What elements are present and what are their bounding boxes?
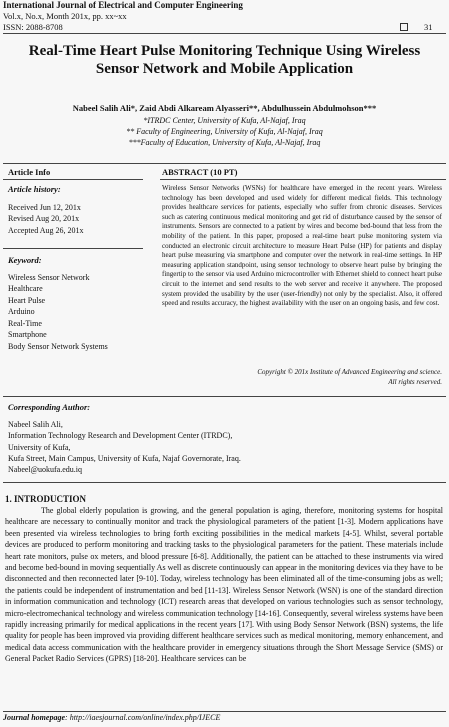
introduction-text xyxy=(5,505,443,665)
section-rule xyxy=(3,482,446,483)
history-accepted: Accepted Aug 26, 201x xyxy=(8,226,84,235)
box-top-rule xyxy=(3,163,446,164)
keyword-item: Smartphone xyxy=(8,330,47,339)
journal-name: International Journal of Electrical and Computer Engineering xyxy=(3,0,243,10)
abstract-subrule xyxy=(160,179,446,180)
corresponding-institute: Information Technology Research and Development Center (ITRDC), xyxy=(8,431,233,441)
copyright-line-1: Copyright © 201x Institute of Advanced Engineering and science. xyxy=(257,368,442,376)
affiliation-3: ***Faculty of Education, University of Kufa, Al-Najaf, Iraq xyxy=(128,138,321,147)
keyword-item: Body Sensor Network Systems xyxy=(8,342,108,351)
corresponding-email[interactable]: Nabeel@uokufa.edu.iq xyxy=(8,465,83,475)
keyword-item: Healthcare xyxy=(8,284,43,293)
journal-issn: ISSN: 2088-8708 xyxy=(3,22,63,32)
authors: Nabeel Salih Ali*, Zaid Abdi Alkaream Alyasseri**, Abdulhussein Abdulmohson*** xyxy=(72,103,377,113)
corresponding-address: Kufa Street, Main Campus, University of Kufa, Najaf Governorate, Iraq. xyxy=(8,453,241,463)
corresponding-university: University of Kufa, xyxy=(8,442,71,452)
title-line-2: Sensor Network and Mobile Application xyxy=(95,61,354,77)
affiliation-1: *ITRDC Center, University of Kufa, Al-Najaf, Iraq xyxy=(143,116,306,125)
corresponding-label: Corresponding Author: xyxy=(8,402,91,412)
keyword-label: Keyword: xyxy=(8,255,42,265)
abstract-text: Wireless Sensor Networks (WSNs) for healthcare have emerged in the recent years. Wireless technology has been developed and used widely for different medical fields. This technology provides healthcare services for patients, especially who suffer from chronic diseases. Services such as catering continuous medical monitoring and get rid of disturbance caused by the sensor of instruments. Sensors are connected to a patient by wires and become bed-bound that less from the mobility of the patient. In this paper, proposed a real-time heart pulse monitoring system via conducted an electronic circuit architecture to measure Heart Pulse (HP) for patients and display heart pulse measuring via smartphone and computer over the network in real-time settings. In HP measuring application standpoint, using sensor technology to observe heart pulse by bringing the fingertip to the sensor via used Arduino microcontroller with Ethernet shield to connect heart pulse circuit to the internet and send results to the web server and receive it anywhere. The proposed system provided the usability by the user (user-friendly) not only by the specialist. Also, it offered speed and results accuracy, the highest availability with the user on an ongoing basis, and few cost. xyxy=(162,184,442,308)
header-rule xyxy=(3,33,446,34)
box-bottom-rule xyxy=(3,396,446,397)
introduction-body: The global elderly population is growing, and the general population is aging, therefore, monitoring systems for hospital healthcare are necessary to continually monitor and track the physiological parameters of the patient [1-3]. Modern applications have been presented via wireless technologies to bring forth exciting possibilities in the medical markets [4-5]. Whilst, several portable devices are produced to perform monitoring and tracking tasks to the physiological parameters for the patient. These materials include heart rate monitors, pulse ox meters, and blood pressure [6-8]. Additionally, the patient can be attached to these instruments via wired and become bed-bound in moving sequentially As well as discrete continuously can appear in the monitoring devices via they have to be disconnected and then reconnected later [9-10]. Today, wireless technology has been eliminated all of the time-consuming jobs as well; the patients could be independent of instrumentation and bed [11-13]. Wireless Sensor Network (WSN) is one of the standard direction in information communication and technology (ICT) research areas that developed on various technologies such as sensor technology, micro-electromechanical technology and wireless communication technology [14-16]. Consequently, several wireless systems have been rapidly increasing primarily for medical applications in the recent years [17]. With using Body Sensor Network (BSN) systems, the life quality for people has been improved via providing different healthcare services such as medical monitoring, memory enhancement, and medical data access communication with the healthcare provider in emergency situations through the Short Message Service (SMS) or General Packet Radio Services (GPRS) [18-20]. Healthcare services can be xyxy=(5,506,444,664)
affiliation-2: ** Faculty of Engineering, University of Kufa, Al-Najaf, Iraq xyxy=(126,127,323,136)
info-subrule xyxy=(3,179,143,180)
info-mid-rule xyxy=(3,248,143,249)
history-received: Received Jun 12, 201x xyxy=(8,203,81,212)
keyword-item: Heart Pulse xyxy=(8,296,46,305)
journal-volume: Vol.x, No.x, Month 201x, pp. xx~xx xyxy=(3,11,127,21)
footer-rule xyxy=(3,711,446,712)
corresponding-details xyxy=(8,419,241,475)
abstract-heading: ABSTRACT (10 PT) xyxy=(162,167,238,177)
corresponding-name: Nabeel Salih Ali, xyxy=(8,420,63,429)
footer: Journal homepage: http://iaesjournal.com/online/index.php/IJECE xyxy=(3,713,221,722)
paper-title xyxy=(10,42,439,78)
footer-label: Journal homepage xyxy=(3,713,66,722)
page-number: 31 xyxy=(424,22,433,32)
history-label: Article history: xyxy=(8,184,61,194)
title-line-1: Real-Time Heart Pulse Monitoring Technique Using Wireless xyxy=(28,43,421,59)
introduction-heading: 1. INTRODUCTION xyxy=(5,494,87,504)
copyright-line-2: All rights reserved. xyxy=(388,378,442,386)
footer-url[interactable]: http://iaesjournal.com/online/index.php/IJECE xyxy=(69,713,221,722)
keyword-item: Wireless Sensor Network xyxy=(8,273,90,282)
page-marker-icon xyxy=(400,23,408,31)
history-revised: Revised Aug 20, 201x xyxy=(8,214,80,223)
keyword-item: Arduino xyxy=(8,307,35,316)
article-info-heading: Article Info xyxy=(8,167,51,177)
keyword-item: Real-Time xyxy=(8,319,42,328)
